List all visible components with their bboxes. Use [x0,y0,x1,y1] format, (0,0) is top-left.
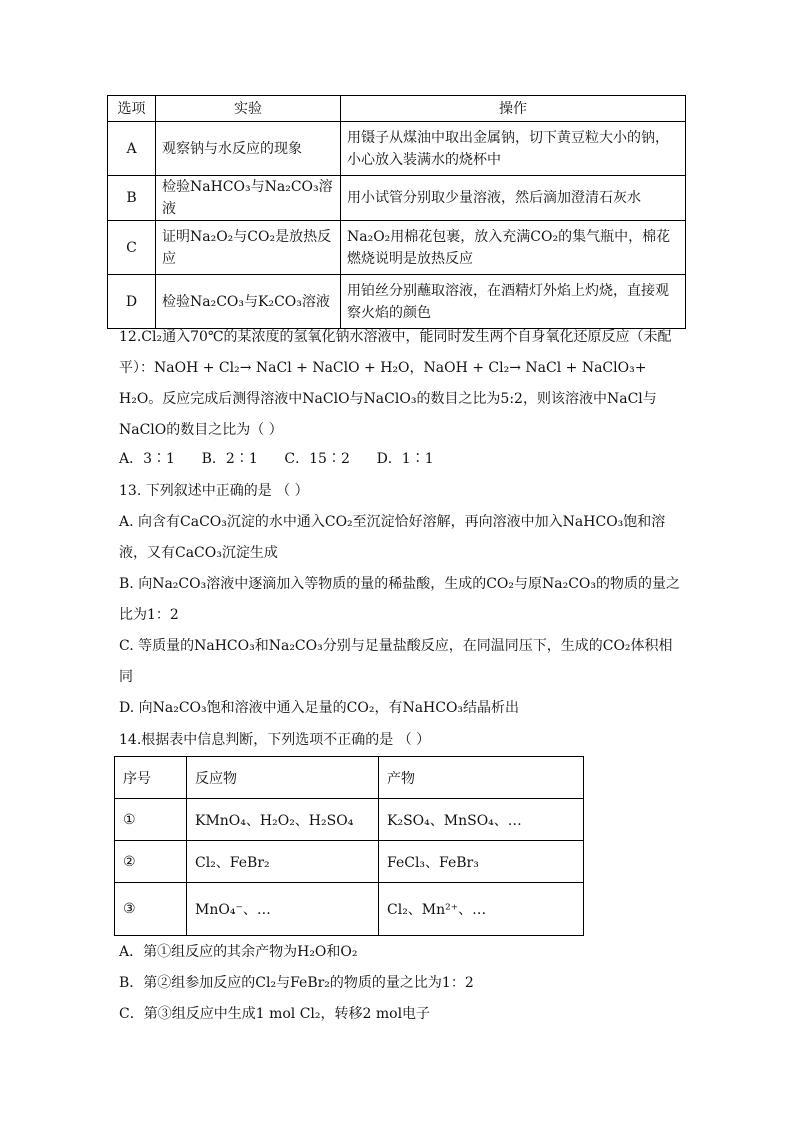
operation-cell: Na₂O₂用棉花包裹，放入充满CO₂的集气瓶中，棉花燃烧说明是放热反应 [341,221,686,275]
number-cell: ③ [115,883,187,936]
products-cell: Cl₂、Mn²⁺、… [379,883,584,936]
option-cell: B [108,176,156,221]
operation-cell: 用铂丝分别蘸取溶液，在酒精灯外焰上灼烧，直接观察火焰的颜色 [341,275,686,329]
products-cell: K₂SO₄、MnSO₄、… [379,799,584,841]
table-row [115,883,584,936]
question-14-option-a: A．第①组反应的其余产物为H₂O和O₂ [119,944,358,960]
experiment-cell: 观察钠与水反应的现象 [156,122,341,176]
option-cell: D [108,275,156,329]
reaction-table [114,756,584,936]
option-cell: C [108,221,156,275]
reactants-cell: KMnO₄、H₂O₂、H₂SO₄ [187,799,379,841]
question-13-option-b: B. 向Na₂CO₃溶液中逐滴加入等物质的量的稀盐酸，生成的CO₂与原Na₂CO₃的物质的量之比为1：2 [119,576,681,623]
question-14-option-c: C．第③组反应中生成1 mol Cl₂，转移2 mol电子 [119,1006,431,1022]
table-row [108,176,686,221]
option-cell: A [108,122,156,176]
operation-cell: 用小试管分别取少量溶液，然后滴加澄清石灰水 [341,176,686,221]
reactants-cell: Cl₂、FeBr₂ [187,841,379,883]
question-13-option-c: C. 等质量的NaHCO₃和Na₂CO₃分别与足量盐酸反应，在同温同压下，生成的CO₂体积相同 [119,638,673,685]
question-13-stem: 13. 下列叙述中正确的是 （ ） [119,483,309,499]
question-12-stem: 12.Cl₂通入70℃的某浓度的氢氧化钠水溶液中，能同时发生两个自身氧化还原反应（未配平）：NaOH + Cl₂→ NaCl + NaClO + H₂O，NaOH + Cl₂→ NaCl + NaClO₃+ H₂O。反应完成后测得溶液中NaClO与NaClO₃的数目之比为5:2，则该溶液中NaCl与NaClO的数目之比为（ ） [119,329,672,438]
question-12-options: A．3∶1 B．2∶1 C．15∶2 D．1∶1 [119,451,434,467]
header-experiment: 实验 [156,96,341,122]
table-row [115,841,584,883]
number-cell: ② [115,841,187,883]
table-row [108,122,686,176]
experiment-cell: 检验NaHCO₃与Na₂CO₃溶液 [156,176,341,221]
header-option: 选项 [108,96,156,122]
reactants-cell: MnO₄⁻、… [187,883,379,936]
header-reactants: 反应物 [187,757,379,799]
operation-cell: 用镊子从煤油中取出金属钠，切下黄豆粒大小的钠，小心放入装满水的烧杯中 [341,122,686,176]
products-cell: FeCl₃、FeBr₃ [379,841,584,883]
question-14-option-b: B．第②组参加反应的Cl₂与FeBr₂的物质的量之比为1：2 [119,975,474,991]
experiment-table [107,95,686,329]
question-14-stem: 14.根据表中信息判断，下列选项不正确的是 （ ） [119,732,431,748]
experiment-cell: 检验Na₂CO₃与K₂CO₃溶液 [156,275,341,329]
table-row [115,799,584,841]
header-number: 序号 [115,757,187,799]
table-header-row [115,757,584,799]
experiment-cell: 证明Na₂O₂与CO₂是放热反应 [156,221,341,275]
table-header-row [108,96,686,122]
table-row [108,275,686,329]
number-cell: ① [115,799,187,841]
question-13-option-d: D. 向Na₂CO₃饱和溶液中通入足量的CO₂，有NaHCO₃结晶析出 [119,700,520,716]
header-products: 产物 [379,757,584,799]
header-operation: 操作 [341,96,686,122]
table-row [108,221,686,275]
question-13-option-a: A. 向含有CaCO₃沉淀的水中通入CO₂至沉淀恰好溶解，再向溶液中加入NaHCO₃饱和溶液，又有CaCO₃沉淀生成 [119,514,666,561]
